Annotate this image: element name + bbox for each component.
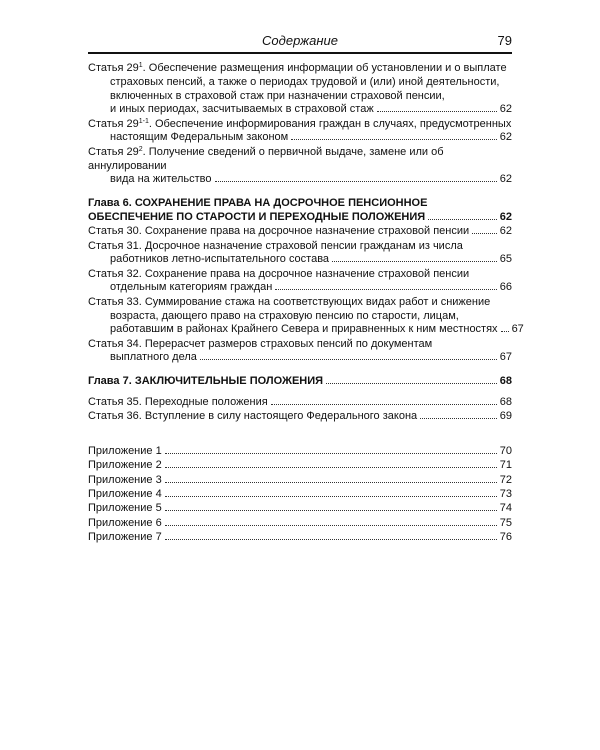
toc-appendix-label: Приложение 5 (88, 502, 162, 515)
toc-entry-article-34[interactable] (88, 338, 512, 366)
dot-leader (165, 539, 497, 540)
toc-entry-article-36[interactable] (88, 410, 512, 424)
toc-page-number: 68 (499, 375, 512, 388)
toc-chapter-line: Глава 6. СОХРАНЕНИЕ ПРАВА НА ДОСРОЧНОЕ ПЕНСИОННОЕ (88, 197, 428, 210)
toc-entry-line: работавшим в районах Крайнего Севера и приравненных к ним местностях (110, 323, 498, 336)
toc-entry-article-32[interactable] (88, 268, 512, 296)
dot-leader (165, 496, 497, 497)
toc-page-number: 65 (499, 253, 512, 266)
toc-entry-line: Статья 32. Сохранение права на досрочное назначение страховой пенсии (88, 267, 470, 280)
toc-appendix-5[interactable] (88, 502, 512, 516)
dot-leader (472, 233, 497, 234)
toc-entry-article-31[interactable] (88, 240, 512, 268)
toc-page-number: 74 (499, 502, 512, 515)
toc-entry-line: Статья $29^1$. Обеспечение размещения информации об установлении и о выплате (88, 62, 507, 74)
toc-page-number: 66 (499, 281, 512, 294)
toc-appendix-4[interactable] (88, 488, 512, 502)
table-of-contents (88, 62, 524, 545)
toc-entry-line: вида на жительство (110, 173, 212, 186)
toc-entry-line: страховых пенсий, а также о периодах трудовой и (или) иной деятельности, (110, 75, 500, 88)
dot-leader (165, 453, 497, 454)
toc-entry-line: Статья 30. Сохранение права на досрочное назначение страховой пенсии (88, 225, 470, 238)
toc-appendix-label: Приложение 1 (88, 445, 162, 458)
dot-leader (165, 510, 497, 511)
toc-entry-line: и иных периодах, засчитываемых в страховой стаж (110, 103, 374, 116)
toc-page-number: 62 (499, 103, 512, 116)
toc-page-number: 67 (499, 351, 512, 364)
toc-page-number: 71 (499, 459, 512, 472)
dot-leader (377, 111, 497, 112)
dot-leader (428, 219, 497, 220)
toc-entry-line: возраста, дающего право на страховую пенсию по старости, лицам, (110, 309, 459, 322)
toc-chapter-line: ОБЕСПЕЧЕНИЕ ПО СТАРОСТИ И ПЕРЕХОДНЫЕ ПОЛОЖЕНИЯ (88, 210, 426, 223)
toc-page-number: 73 (499, 488, 512, 501)
superscript: 1 (138, 62, 143, 69)
dot-leader (332, 261, 497, 262)
toc-appendix-3[interactable] (88, 474, 512, 488)
toc-entry-line: Статья 35. Переходные положения (88, 396, 268, 409)
toc-appendix-1[interactable] (88, 445, 512, 459)
toc-page-number: 70 (499, 445, 512, 458)
toc-entry-article-30[interactable] (88, 225, 512, 239)
toc-page-number: 75 (499, 516, 512, 529)
toc-entry-line: настоящим Федеральным законом (110, 131, 289, 144)
toc-page-number: 62 (499, 225, 512, 238)
toc-entry-line: работников летно-испытательного состава (110, 253, 330, 266)
toc-entry-line: Статья 34. Перерасчет размеров страховых пенсий по документам (88, 337, 433, 350)
toc-entry-line: выплатного дела (110, 351, 197, 364)
dot-leader (275, 289, 496, 290)
dot-leader (271, 404, 497, 405)
toc-page-number: 67 (511, 323, 524, 336)
dot-leader (165, 525, 497, 526)
toc-page-number: 72 (499, 473, 512, 486)
toc-appendix-label: Приложение 2 (88, 459, 162, 472)
toc-appendix-7[interactable] (88, 531, 512, 545)
toc-entry-article-29-1-1[interactable] (88, 118, 512, 146)
toc-entry-line: Статья $29^2$. Получение сведений о первичной выдаче, замене или об аннулировании (88, 145, 444, 172)
dot-leader (420, 418, 497, 419)
superscript: 2 (138, 145, 143, 153)
toc-chapter-7[interactable] (88, 375, 512, 389)
running-header (88, 30, 512, 54)
toc-appendix-label: Приложение 4 (88, 488, 162, 501)
toc-appendix-6[interactable] (88, 517, 512, 531)
dot-leader (501, 331, 509, 332)
dot-leader (326, 383, 497, 384)
toc-chapter-line: Глава 7. ЗАКЛЮЧИТЕЛЬНЫЕ ПОЛОЖЕНИЯ (88, 375, 324, 388)
toc-entry-line: Статья 29$^{1-1}$. Обеспечение информирования граждан в случаях, предусмотренных (88, 117, 512, 130)
toc-appendix-label: Приложение 3 (88, 473, 162, 486)
toc-page-number: 68 (499, 396, 512, 409)
toc-entry-line: Статья 33. Суммирование стажа на соответствующих видах работ и снижение (88, 295, 491, 308)
toc-entry-article-29-1[interactable] (88, 62, 512, 117)
toc-page-number: 62 (499, 173, 512, 186)
toc-entry-article-35[interactable] (88, 396, 512, 410)
toc-chapter-6[interactable] (88, 197, 512, 225)
dot-leader (291, 139, 497, 140)
toc-entry-article-33[interactable] (88, 295, 524, 337)
superscript: 1-1 (138, 117, 149, 125)
header-title: Содержание (262, 33, 338, 48)
toc-appendix-label: Приложение 7 (88, 530, 162, 543)
dot-leader (165, 467, 497, 468)
header-page-number: 79 (497, 33, 512, 48)
toc-page-number: 69 (499, 410, 512, 423)
toc-appendix-2[interactable] (88, 459, 512, 473)
toc-entry-article-29-2[interactable] (88, 146, 512, 187)
toc-entry-line: Статья 36. Вступление в силу настоящего Федерального закона (88, 410, 418, 423)
toc-entry-line: отдельным категориям граждан (110, 281, 273, 294)
toc-page-number: 76 (499, 530, 512, 543)
dot-leader (200, 359, 497, 360)
toc-page-number: 62 (499, 210, 512, 223)
toc-entry-line: включенных в страховой стаж при назначении страховой пенсии, (110, 89, 445, 102)
dot-leader (215, 181, 497, 182)
dot-leader (165, 482, 497, 483)
toc-page-number: 62 (499, 131, 512, 144)
toc-entry-line: Статья 31. Досрочное назначение страховой пенсии гражданам из числа (88, 239, 463, 252)
toc-appendix-label: Приложение 6 (88, 516, 162, 529)
